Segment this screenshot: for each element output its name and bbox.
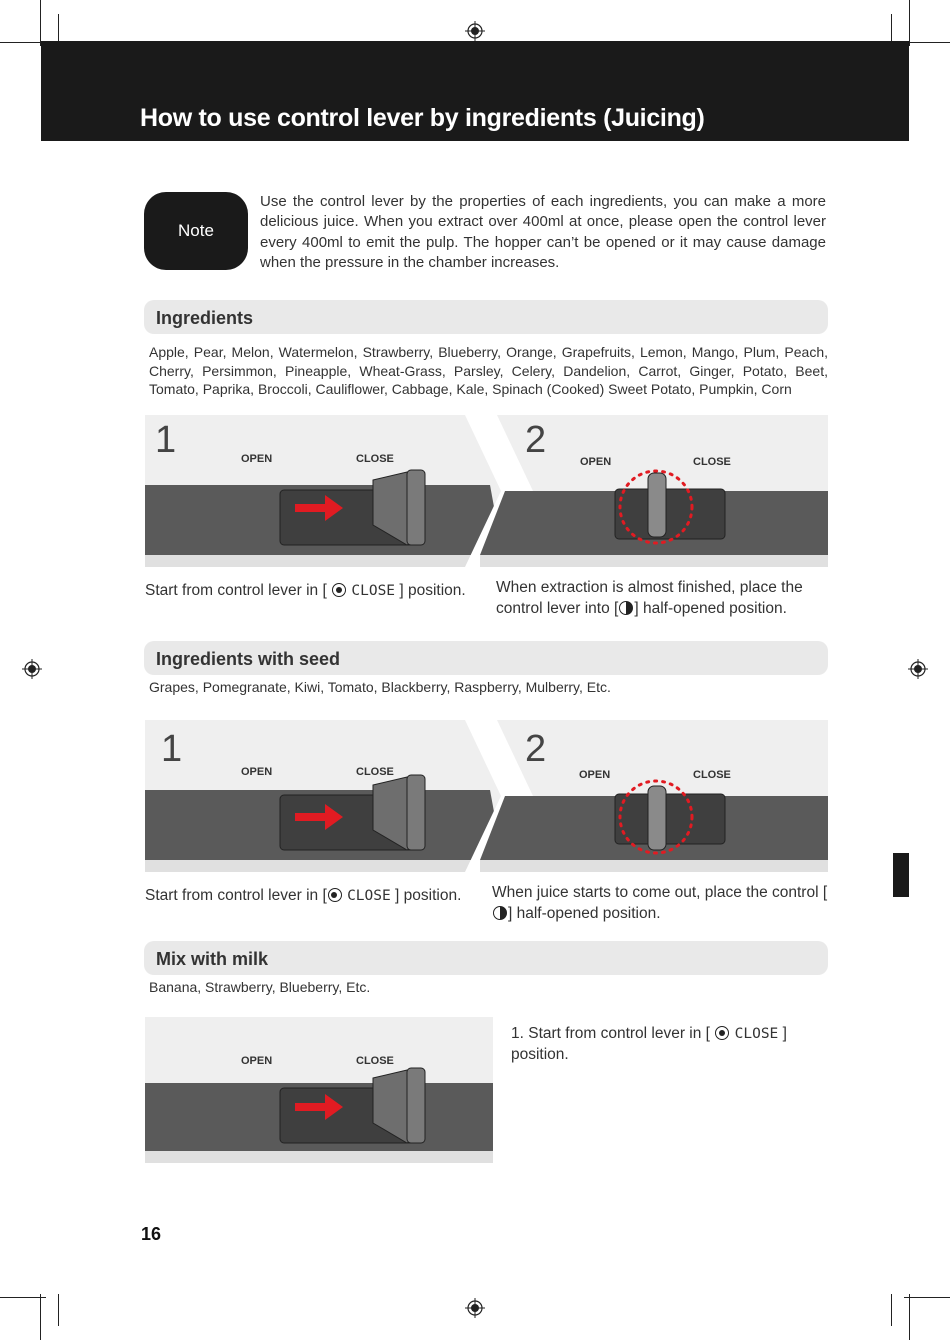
registration-mark-icon (465, 21, 485, 41)
ingredient-list: Grapes, Pomegranate, Kiwi, Tomato, Blackberry, Raspberry, Mulberry, Etc. (149, 679, 611, 695)
crop-mark (58, 1294, 59, 1326)
step1-caption: Start from control lever in [ CLOSE ] position. (145, 582, 466, 599)
registration-mark-icon (465, 1298, 485, 1318)
page-number: 16 (141, 1224, 162, 1244)
section-bar-ingredients-with-seed (144, 641, 828, 675)
crop-mark (904, 42, 950, 43)
section-title: Ingredients with seed (156, 649, 341, 669)
close-label: CLOSE (356, 1055, 394, 1067)
open-label: OPEN (241, 453, 273, 465)
open-label: OPEN (580, 456, 612, 468)
crop-mark (40, 0, 41, 46)
step-number: 2 (525, 419, 547, 461)
registration-mark-icon (908, 659, 928, 679)
crop-mark (909, 1294, 910, 1340)
crop-mark (40, 1294, 41, 1340)
step1-caption: Start from control lever in [ CLOSE ] position. (145, 887, 462, 904)
section-bar-ingredients (144, 300, 828, 334)
lever-illustration-seed (145, 720, 828, 872)
note-text: Use the control lever by the properties of each ingredients, you can make a more delicious juice. When you extract over 400ml at once, please open the control lever every 400ml to emit the pulp. The hopper can’t be opened or it may cause damage when the pressure in the chamber increases. (260, 193, 826, 271)
step2-caption: When juice starts to come out, place the control [] half-opened position. (492, 884, 828, 922)
step-number: 1 (155, 419, 177, 461)
page-title: How to use control lever by ingredients (Juicing) (140, 104, 705, 132)
crop-mark (909, 0, 910, 46)
close-label: CLOSE (356, 453, 394, 465)
crop-mark (904, 1297, 950, 1298)
close-label: CLOSE (693, 456, 731, 468)
step-number: 1 (161, 728, 183, 770)
section-bar-mix-with-milk (144, 941, 828, 975)
open-label: OPEN (241, 1055, 273, 1067)
side-tab (893, 853, 909, 897)
lever-diagram (145, 1017, 493, 1163)
ingredient-list: Banana, Strawberry, Blueberry, Etc. (149, 979, 371, 995)
lever-illustration-milk (145, 1017, 493, 1163)
section-title: Ingredients (156, 308, 254, 328)
open-label: OPEN (579, 769, 611, 781)
crop-mark (891, 1294, 892, 1326)
note-badge: Note (144, 192, 248, 270)
step1-caption: 1. Start from control lever in [ CLOSE ] position. (511, 1025, 787, 1063)
step2-caption: When extraction is almost finished, place the control lever into [ ] half-opened position. (496, 579, 803, 617)
ingredient-list: Apple, Pear, Melon, Watermelon, Strawberry, Blueberry, Orange, Grapefruits, Lemon, Mango, Plum, Peach, Cherry, Persimmon, Pineapple, Wheat-Grass, Parsley, Celery, Dandelion, Carrot, Ginger, Potato, Beet, Tomato, Paprika, Broccoli, Cauliflower, Cabbage, Kale, Spinach (Cooked) Sweet Potato, Pumpkin, Corn (149, 344, 828, 397)
step-number: 2 (525, 728, 547, 770)
lever-illustration-ingredients (145, 415, 828, 567)
open-label: OPEN (241, 766, 273, 778)
close-label: CLOSE (693, 769, 731, 781)
lever-diagram (145, 720, 828, 872)
lever-diagram (145, 415, 828, 567)
close-label: CLOSE (356, 766, 394, 778)
registration-mark-icon (22, 659, 42, 679)
section-title: Mix with milk (156, 949, 269, 969)
